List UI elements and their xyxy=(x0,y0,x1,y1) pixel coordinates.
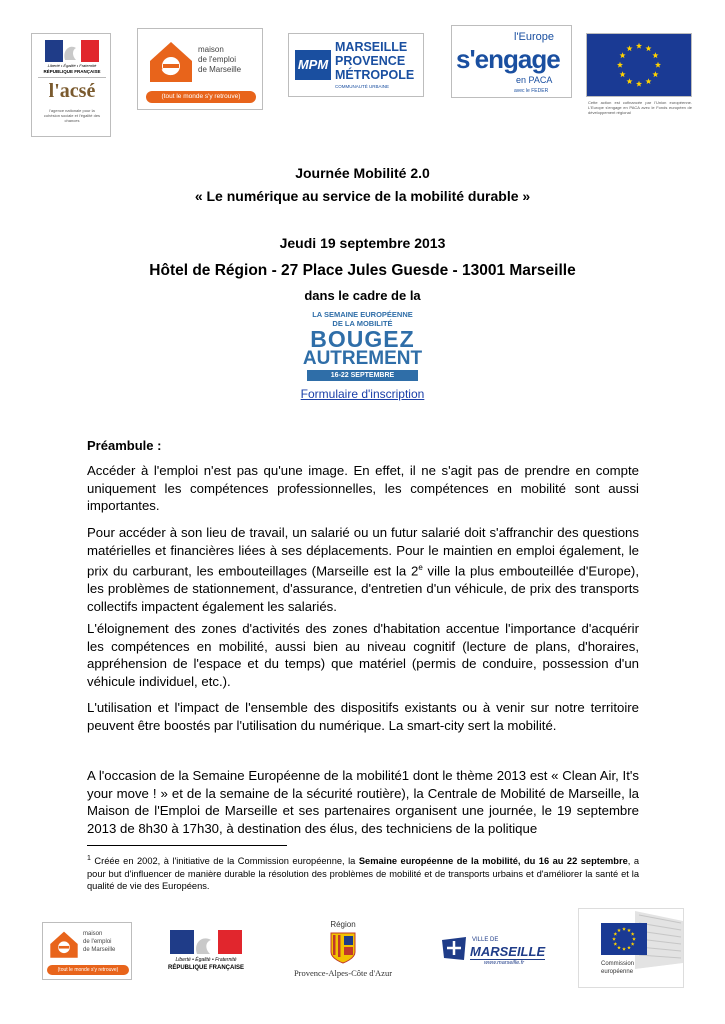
eu-cofinancing-note: Cette action est cofinancée par l'Union européenne. L'Europe s'engage en PACA avec le Fonds européen de développement régional xyxy=(588,100,692,115)
ville-url: www.marseille.fr xyxy=(484,960,525,966)
eu-flag-logo xyxy=(586,33,692,97)
semaine-word2: AUTREMENT xyxy=(302,348,423,369)
superscript-e: e xyxy=(418,563,423,573)
ville-name: MARSEILLE xyxy=(470,944,546,959)
house-icon xyxy=(148,39,194,83)
mpm-line2: PROVENCE xyxy=(335,54,406,68)
europe-engage-logo xyxy=(451,25,572,98)
region-shield-icon xyxy=(330,932,356,964)
mpm-line1: MARSEILLE xyxy=(335,40,408,54)
footer-rf-name: RÉPUBLIQUE FRANÇAISE xyxy=(167,965,244,971)
region-name: Provence-Alpes-Côte d'Azur xyxy=(293,968,393,978)
footnote: $^1$ Créée en 2002, à l'initiative de la Commission européenne, la Semaine européenne de la mobilité, du 16 au 22 septembre, a pour but d'influencer de manière durable la résolution des problèmes de mobilité et de transports urbains et d'améliorer la santé et la qualité de vie des Européens. xyxy=(87,855,640,892)
footer-mde-slogan: (tout le monde s'y retrouve) xyxy=(47,965,129,975)
commission-line2: européenne xyxy=(601,969,634,975)
footer-ville-logo xyxy=(440,934,546,968)
semaine-line2: DE LA MOBILITÉ xyxy=(332,319,393,328)
paragraph-5: A l'occasion de la Semaine Européenne de la mobilité1 dont le thème 2013 est « Clean Air, It's your move ! » et de la semaine de la sécurité routière), la Centrale de Mobilité de Marseille, la Maison de l'Emploi de Marseille et ses partenaires organisent une journée, le 19 septembre 2013 de 8h30 à 17h30, à destination des élus, des techniciens de la politique xyxy=(87,768,639,836)
mde-line3: de Marseille xyxy=(198,65,242,74)
mpm-line4: COMMUNAUTÉ URBAINE xyxy=(335,84,390,89)
footer-mde-line1: maison xyxy=(83,931,103,937)
footer-mde-line3: de Marseille xyxy=(83,947,116,953)
europe-line1: l'Europe xyxy=(514,31,555,43)
commission-building-icon xyxy=(579,909,684,988)
footer-region-logo xyxy=(282,920,404,982)
commission-line1: Commission xyxy=(601,961,635,967)
event-venue: Hôtel de Région - 27 Place Jules Guesde - 13001 Marseille xyxy=(149,262,576,279)
ville-marseille-emblem-icon xyxy=(440,936,468,962)
europe-word: s'engage xyxy=(456,44,560,74)
paragraph-3: L'éloignement des zones d'activités des zones d'habitation accentue l'importance d'acquérir les compétences en mobilité, aussi bien au niveau cognitif (lecture de plans, d'horaires, appréhension de l'espace et du temps) que matériel (permis de conduire, possession d'un véhicule individuel, etc.). xyxy=(87,621,639,689)
event-subtitle: « Le numérique au service de la mobilité durable » xyxy=(194,188,531,204)
paragraph-1: Accéder à l'emploi n'est pas qu'une image. En effet, il ne s'agit pas de prendre en compte uniquement les compétences professionnelles, les compétences en mobilité sont aussi importantes. xyxy=(87,463,639,514)
mpm-abbr: MPM xyxy=(295,50,331,80)
footnote-separator xyxy=(87,845,287,846)
mpm-line3: MÉTROPOLE xyxy=(335,68,415,82)
acse-tagline: l'agence nationale pour la cohésion sociale et l'égalité des chances xyxy=(43,108,101,123)
event-title: Journée Mobilité 2.0 xyxy=(295,165,430,181)
footer-commission-logo xyxy=(578,908,684,988)
preamble-title: Préambule : xyxy=(87,438,162,453)
footnote-number: 1 xyxy=(87,855,91,862)
mde-line1: maison xyxy=(198,45,224,54)
eu-flag-icon xyxy=(587,34,691,96)
paragraph-4: L'utilisation et l'impact de l'ensemble des dispositifs existants ou à venir sur notre territoire peuvent être boostés par l'utilisation du numérique. La smart-city sert la mobilité. xyxy=(87,700,639,733)
footer-rf-motto: Liberté • Égalité • Fraternité xyxy=(175,957,237,963)
acse-name: l'acsé xyxy=(48,80,96,102)
paragraph-2: Pour accéder à son lieu de travail, un salarié ou un futur salarié doit s'affranchir des questions matérielles et financières liées à ses déplacements. Pour le maintien en emploi également, le prix du carburant, les embouteillages (Marseille est la 2e ville la plus embouteillée d'Europe), les problèmes de stationnement, d'assurance, d'entretien d'un véhicule, de prix des transports collectifs impactent également les salariés. xyxy=(87,525,639,614)
mde-line2: de l'emploi xyxy=(198,55,236,64)
rf-acse-logo xyxy=(31,33,111,137)
semaine-word1: BOUGEZ xyxy=(310,326,415,352)
footer-rf-logo xyxy=(165,928,247,978)
registration-link[interactable]: Formulaire d'inscription xyxy=(300,387,425,401)
rf-motto: Liberté • Égalité • Fraternité xyxy=(47,63,97,68)
mde-slogan: (tout le monde s'y retrouve) xyxy=(146,91,256,103)
footer-mde-line2: de l'emploi xyxy=(83,939,112,945)
mpm-logo xyxy=(288,33,424,97)
semaine-line1: LA SEMAINE EUROPÉENNE xyxy=(312,310,413,319)
rf-name: RÉPUBLIQUE FRANÇAISE xyxy=(43,69,101,74)
europe-line3: en PACA xyxy=(516,75,553,85)
marianne-flag-icon xyxy=(165,928,247,956)
event-frame: dans le cadre de la xyxy=(304,288,421,303)
ville-top: VILLE DE xyxy=(472,937,499,943)
semaine-dates: 16-22 SEPTEMBRE xyxy=(307,370,418,381)
mde-logo xyxy=(137,28,263,110)
footer-mde-logo xyxy=(42,922,132,980)
semaine-mobilite-logo xyxy=(295,309,430,384)
europe-line4: avec le FEDER xyxy=(514,88,549,94)
house-icon xyxy=(49,929,79,959)
region-top: Région xyxy=(330,920,356,929)
event-date: Jeudi 19 septembre 2013 xyxy=(279,235,446,251)
